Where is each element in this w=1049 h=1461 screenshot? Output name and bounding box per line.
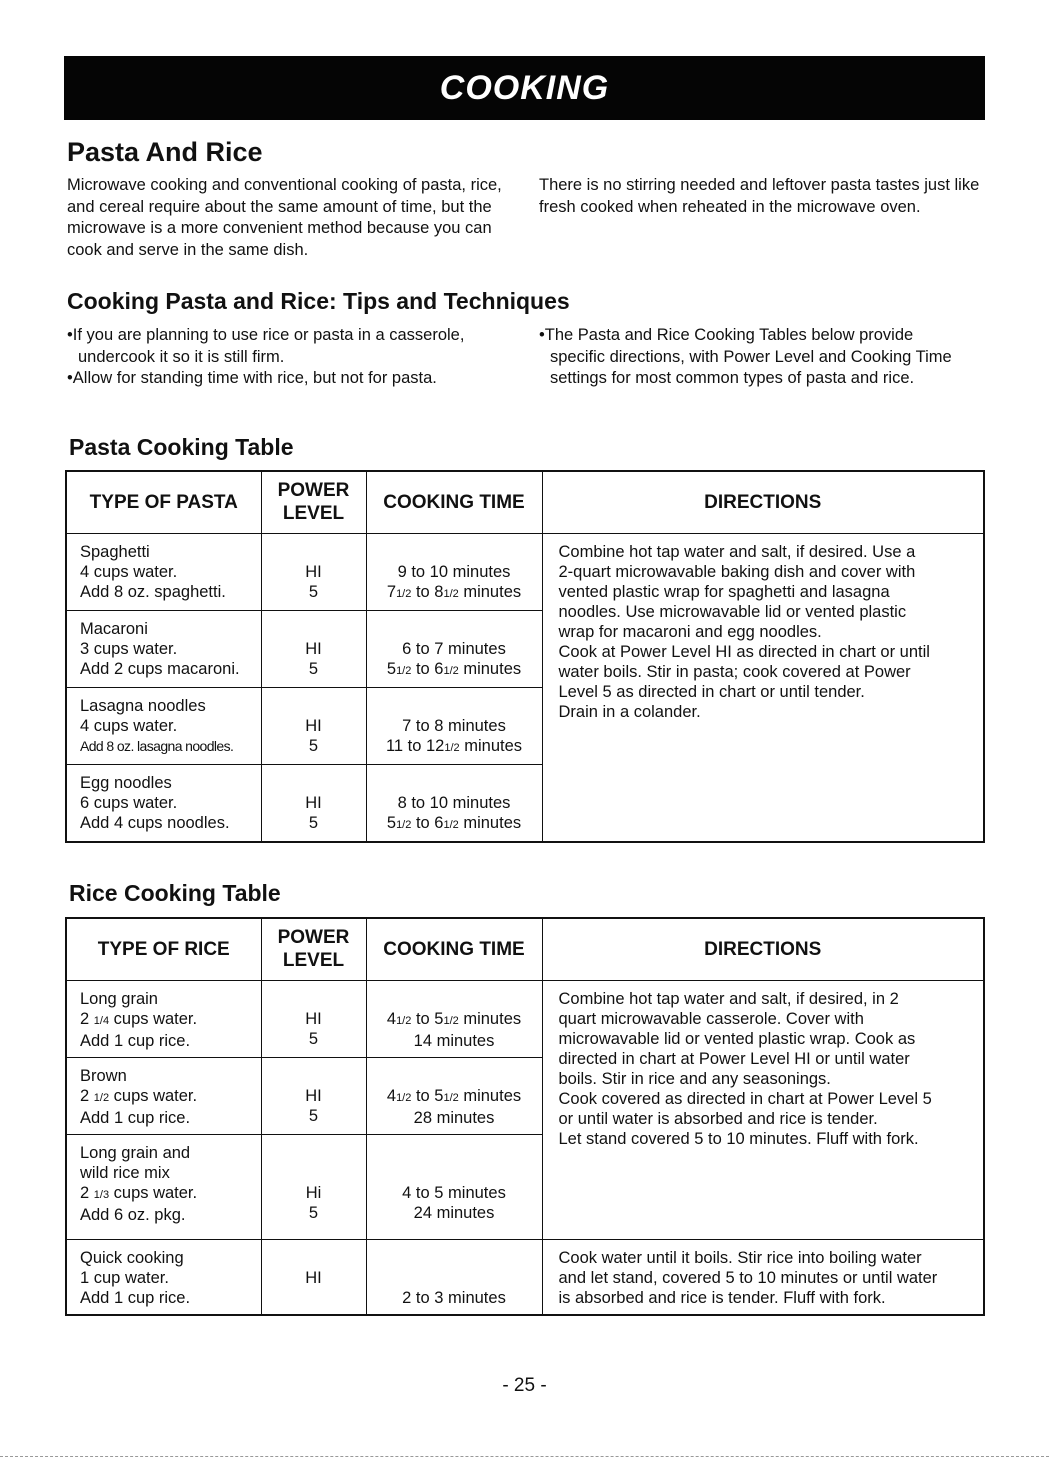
tips-right-list: [539, 325, 969, 390]
cooking-time: 51/2 to 61/2 minutes: [386, 813, 522, 832]
directions-line: Combine hot tap water and salt, if desired. Use a: [558, 542, 916, 561]
directions-line: microwavable lid or vented plastic wrap. Cook as: [558, 1029, 916, 1048]
pasta-type: Lasagna noodles: [80, 696, 206, 715]
intro-left: Microwave cooking and conventional cooking of pasta, rice, and cereal require about the same amount of time, but the microwave is a more convenient method because you can cook and serve in the same dish.: [67, 176, 502, 259]
tip-item: • The Pasta and Rice Cooking Tables below provide specific directions, with Power Level and Cooking Time settings for most common types of pasta and rice.: [539, 325, 969, 390]
cooking-time: 14 minutes: [413, 1031, 495, 1050]
directions-line: boils. Stir in rice and any seasonings.: [558, 1069, 831, 1088]
directions-line: quart microwavable casserole. Cover with: [558, 1009, 864, 1028]
rice-directions-quick: [542, 1239, 984, 1315]
directions-line: directed in chart at Power Level HI or until water: [558, 1049, 910, 1068]
rice-header-type: TYPE OF RICE: [66, 918, 261, 980]
rice-type: Brown: [80, 1066, 127, 1085]
rice-header-directions: DIRECTIONS: [542, 918, 984, 980]
power-level: 5: [308, 736, 319, 755]
pasta-water: 6 cups water.: [80, 793, 178, 812]
rice-directions: [542, 980, 984, 1239]
directions-line: or until water is absorbed and rice is tender.: [558, 1109, 878, 1128]
cooking-time: 51/2 to 61/2 minutes: [386, 659, 522, 678]
directions-line: water boils. Stir in pasta; cook covered at Power: [558, 662, 911, 681]
pasta-water: 4 cups water.: [80, 562, 178, 581]
directions-line: 2-quart microwavable baking dish and cover with: [558, 562, 916, 581]
cooking-time: 28 minutes: [413, 1108, 495, 1127]
directions-line: and let stand, covered 5 to 10 minutes or until water: [558, 1268, 938, 1287]
cooking-time: 71/2 to 81/2 minutes: [386, 582, 522, 601]
rice-amount: Add 6 oz. pkg.: [80, 1205, 186, 1224]
cooking-time: 41/2 to 51/2 minutes: [386, 1009, 522, 1028]
pasta-type: Spaghetti: [80, 542, 150, 561]
rice-table-title: Rice Cooking Table: [69, 880, 281, 906]
tip-item: • Allow for standing time with rice, but not for pasta.: [67, 368, 517, 390]
tips-left-list: [67, 325, 517, 390]
tips-title: Cooking Pasta and Rice: Tips and Techniques: [67, 288, 570, 314]
rice-type: Long grain and: [80, 1143, 191, 1162]
tip-item: • If you are planning to use rice or pasta in a casserole, undercook it so it is still firm.: [67, 325, 517, 368]
directions-line: is absorbed and rice is tender. Fluff with fork.: [558, 1288, 886, 1307]
pasta-amount: Add 2 cups macaroni.: [80, 659, 240, 678]
section-title: Pasta And Rice: [67, 137, 263, 167]
rice-water: 2 1/4 cups water.: [80, 1009, 198, 1028]
power-level: HI: [305, 562, 322, 581]
power-level: 5: [308, 1203, 319, 1222]
directions-line: Level 5 as directed in chart or until tender.: [558, 682, 865, 701]
bottom-rule: [0, 1456, 1049, 1457]
pasta-table-title: Pasta Cooking Table: [69, 434, 294, 460]
cooking-time: 8 to 10 minutes: [397, 793, 511, 812]
power-level: HI: [305, 1268, 322, 1287]
cooking-time: 24 minutes: [413, 1203, 495, 1222]
cooking-time: 4 to 5 minutes: [402, 1183, 506, 1202]
pasta-header-directions: DIRECTIONS: [542, 471, 984, 533]
directions-line: wrap for macaroni and egg noodles.: [558, 622, 822, 641]
pasta-water: 4 cups water.: [80, 716, 178, 735]
power-level: HI: [305, 1009, 322, 1028]
power-level: 5: [308, 1029, 319, 1048]
power-level: 5: [308, 582, 319, 601]
rice-header-time: COOKING TIME: [366, 918, 542, 980]
power-level: 5: [308, 659, 319, 678]
rice-amount: Add 1 cup rice.: [80, 1288, 191, 1307]
rice-water: 1 cup water.: [80, 1268, 169, 1287]
cooking-time: 6 to 7 minutes: [402, 639, 506, 658]
rice-type: Quick cooking: [80, 1248, 184, 1267]
rice-cooking-table: [65, 917, 985, 1316]
power-level: HI: [305, 716, 322, 735]
rice-type: Long grain: [80, 989, 158, 1008]
table-row: [66, 1239, 984, 1315]
cooking-time: 41/2 to 51/2 minutes: [386, 1086, 522, 1105]
directions-line: Combine hot tap water and salt, if desired, in 2: [558, 989, 899, 1008]
pasta-amount: Add 4 cups noodles.: [80, 813, 230, 832]
pasta-type: Egg noodles: [80, 773, 172, 792]
directions-line: noodles. Use microwavable lid or vented plastic: [558, 602, 907, 621]
power-level: HI: [305, 793, 322, 812]
pasta-header-type: TYPE OF PASTA: [66, 471, 261, 533]
cooking-time: 11 to 121/2 minutes: [385, 736, 523, 755]
power-level: HI: [305, 1086, 322, 1105]
directions-line: Cook covered as directed in chart at Power Level 5: [558, 1089, 932, 1108]
directions-line: Cook water until it boils. Stir rice into boiling water: [558, 1248, 922, 1267]
directions-line: Drain in a colander.: [558, 702, 701, 721]
power-level: HI: [305, 639, 322, 658]
rice-header-power: POWER LEVEL: [261, 918, 366, 980]
table-row: [66, 980, 984, 1057]
page-banner: COOKING: [64, 56, 985, 120]
cooking-time: 9 to 10 minutes: [397, 562, 511, 581]
page-number: - 25 -: [502, 1375, 547, 1396]
pasta-header-time: COOKING TIME: [366, 471, 542, 533]
pasta-directions: [542, 533, 984, 842]
pasta-type: Macaroni: [80, 619, 148, 638]
table-row: [66, 533, 984, 610]
pasta-header-power: POWER LEVEL: [261, 471, 366, 533]
power-level: 5: [308, 813, 319, 832]
power-level: 5: [308, 1106, 319, 1125]
cooking-time: 7 to 8 minutes: [402, 716, 506, 735]
pasta-amount: Add 8 oz. spaghetti.: [80, 582, 226, 601]
pasta-cooking-table: [65, 470, 985, 843]
cooking-time: 2 to 3 minutes: [402, 1288, 506, 1307]
directions-line: Let stand covered 5 to 10 minutes. Fluff with fork.: [558, 1129, 919, 1148]
directions-line: vented plastic wrap for spaghetti and lasagna: [558, 582, 890, 601]
rice-type: wild rice mix: [80, 1163, 170, 1182]
pasta-water: 3 cups water.: [80, 639, 178, 658]
intro-right: There is no stirring needed and leftover pasta tastes just like fresh cooked when reheated in the microwave oven.: [539, 176, 980, 216]
power-level: Hi: [305, 1183, 322, 1202]
rice-water: 2 1/2 cups water.: [80, 1086, 198, 1105]
rice-water: 2 1/3 cups water.: [80, 1183, 198, 1202]
pasta-amount: Add 8 oz. lasagna noodles.: [80, 737, 234, 754]
rice-amount: Add 1 cup rice.: [80, 1108, 191, 1127]
directions-line: Cook at Power Level HI as directed in chart or until: [558, 642, 930, 661]
rice-amount: Add 1 cup rice.: [80, 1031, 191, 1050]
